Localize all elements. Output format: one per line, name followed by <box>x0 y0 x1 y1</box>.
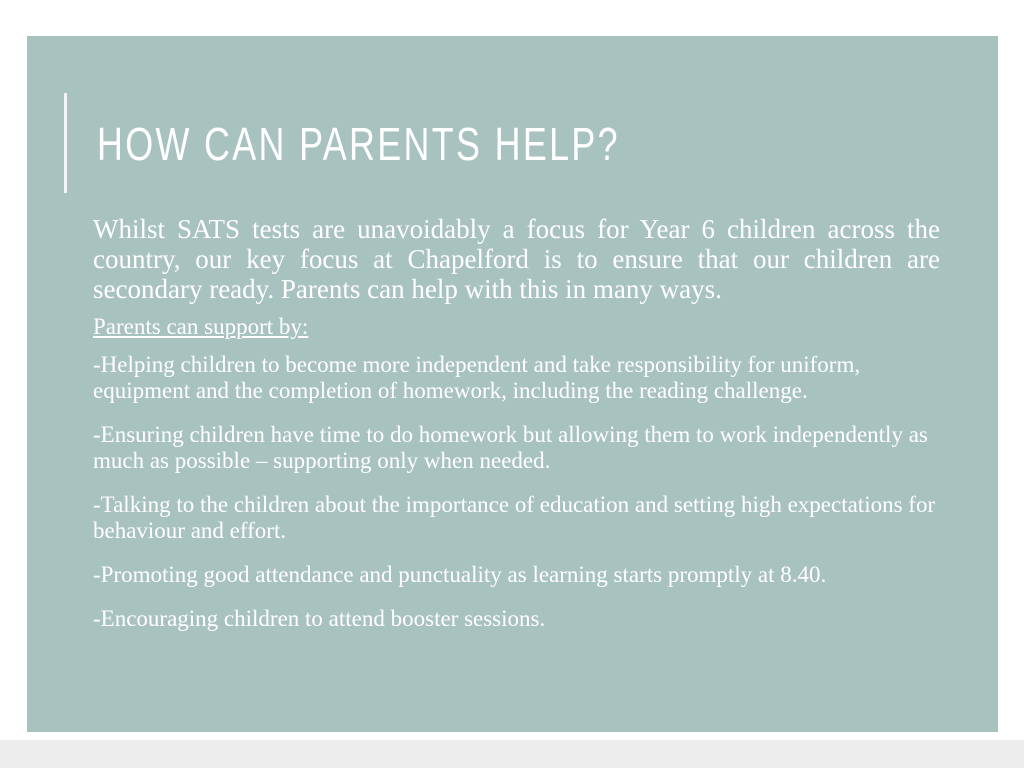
support-point-attendance: -Promoting good attendance and punctuality as learning starts promptly at 8.40. <box>93 562 827 587</box>
support-subheading: Parents can support by: <box>93 314 309 339</box>
support-point-booster: -Encouraging children to attend booster sessions. <box>93 606 546 631</box>
support-point-homework: -Ensuring children have time to do homework but allowing them to work independently as much as possible – supporting only when needed. <box>93 422 928 473</box>
bottom-strip <box>0 740 1024 768</box>
support-point-education: -Talking to the children about the importance of education and setting high expectations for behaviour and effort. <box>93 492 936 543</box>
support-point-uniform: -Helping children to become more independent and take responsibility for uniform, equipment and the completion of homework, including the reading challenge. <box>93 352 861 403</box>
slide-content <box>93 214 940 650</box>
title-accent-line <box>64 93 67 193</box>
intro-paragraph: Whilst SATS tests are unavoidably a focus for Year 6 children across the country, our key focus at Chapelford is to ensure that our children are secondary ready. Parents can help with this in many ways. <box>93 214 940 304</box>
slide <box>27 36 998 732</box>
slide-title: HOW CAN PARENTS HELP? <box>97 118 620 170</box>
